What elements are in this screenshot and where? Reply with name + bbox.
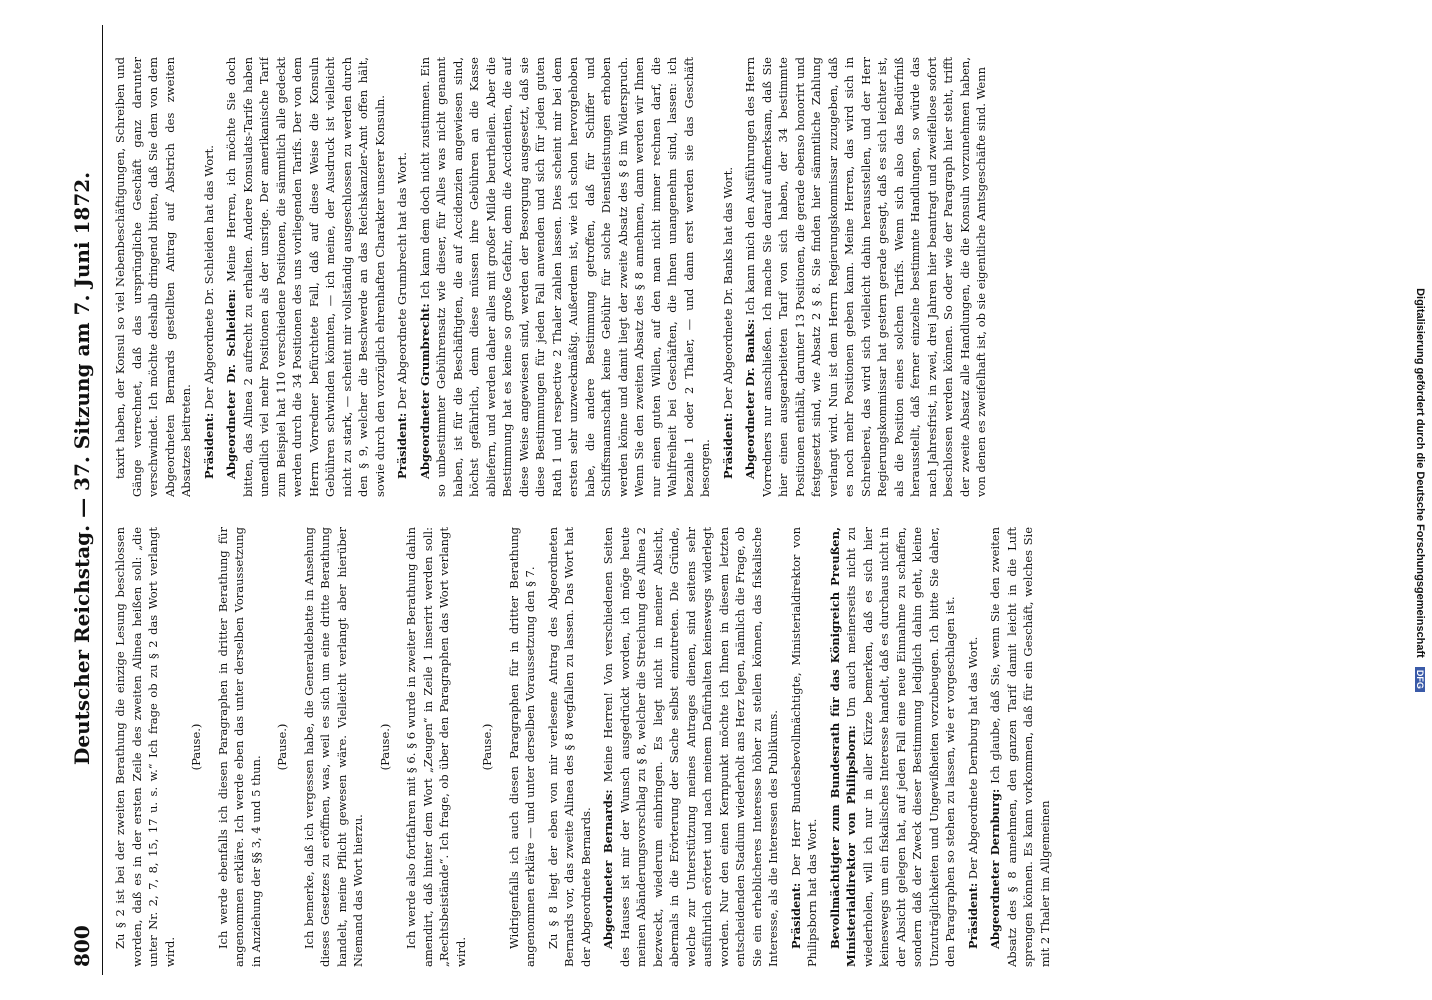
speech-text: Ich kann mich den Ausführungen des Herrn Vorredners nur anschließen. Ich mache Sie darauf aufmerksam, daß Sie hier einen ausgearbeiteten Tarif von sich haben, der 34 bestimmte Positionen enthält, darunter 13 Positionen, die gerade ebenso honorirt und festgesetzt sind, wie Absatz 2 § 8. Sie finden hier sämmtliche Zahlung verlangt wird. Nun ist dem Herrn Regierungskommissar zuzugeben, daß es noch mehr Positionen geben kann. Meine Herren, das wird sich in Schreiberei, das wird sich vielleicht dahin herausstellen, und der Herr Regierungskommissar hat gestern gerade gesagt, daß es sich leichter ist, als die Position eines solchen Tarifs. Wenn sich also das Bedürfniß herausstellt, daß ferner einzelne bestimmte Handlungen, so würde das nach Jahresfrist, in zwei, drei Jahren hier beantragt und zweifellose sofort beschlossen werden können. So oder wie der Paragraph hier steht, trifft der zweite Absatz alle Handlungen, die die Konsuln vorzunehmen haben, von denen es zweifelhaft ist, ob sie eigentliche Amtsgeschäfte sind. Wenn <box>743 57 988 497</box>
body-paragraph: Widrigenfalls ich auch diesen Paragraphen für in dritter Berathung angenommen erkläre — und unter derselben Voraussetzung den § 7. <box>506 527 537 967</box>
speech-paragraph <box>417 57 714 497</box>
speech-text: Meine Herren! Von verschiedenen Seiten des Hauses ist mir der Wunsch ausgedrückt worden, ich möge heute meinen Abänderungsvorschlag zu § 8, welcher die Streichung des Alinea 2 bezweckt, wiederum einbringen. Es liegt nicht in meiner Absicht, abermals in die Erörterung der Sache selbst einzutreten. Die Gründe, welche zur Unterstützung meines Antrages dienen, sind seitens sehr ausführlich erörtert und nach meinem Dafürhalten keineswegs widerlegt worden. Nur den einen Kernpunkt möchte ich Ihnen in diesem letzten entscheidenden Stadium wiederholt ans Herz legen, nämlich die Frage, ob Sie ein erheblicheres Interesse höher zu stellen können, das fiskalische Interesse, als die Interessen des Publikums. <box>601 527 780 967</box>
speech-paragraph <box>394 57 411 497</box>
speaker-name: Bevollmächtigter zum Bundesrath für das Königreich Preußen, Ministerialdirektor von Philipsborn: <box>827 527 858 967</box>
speaker-name: Präsident: <box>720 412 735 479</box>
speech-paragraph <box>201 57 218 497</box>
speech-text: Meine Herren, ich möchte Sie doch bitten, das Alinea 2 aufrecht zu erhalten. Andere Konsulats-Tarife haben unendlich viel mehr Positionen als der unsrige. Der amerikanische Tarif zum Beispiel hat 110 verschiedene Positionen, die sämmtlich alle gedeckt werden durch die 34 Positionen des uns vorliegenden Tarifs. Der von dem Herrn Vorredner befürchtete Fall, daß auf diese Weise die Konsuln Gebühren schwinden könnten, — ich meine, der Ausdruck ist vielleicht nicht zu stark, — scheint mir vollständig ausgeschlossen zu werden durch den § 9, welcher die Beschwerde an das Reichskanzler-Amt offen hält, sowie durch den vorzüglich ehrenhaften Charakter unserer Konsuln. <box>224 57 387 497</box>
header-rule <box>102 25 103 975</box>
body-paragraph: Ich bemerke, daß ich vergessen habe, die Generaldebatte in Ansehung dieses Gesetzes zu eröffnen, was, weil es sich um eine dritte Berathung handelt, meine Pflicht gewesen wäre. Vielleicht verlangt aber hierüber Niemand das Wort hierzu. <box>301 527 365 967</box>
speech-paragraph <box>827 527 959 967</box>
page-header <box>66 25 106 975</box>
speaker-name: Präsident: <box>201 412 216 479</box>
speech-paragraph <box>965 527 982 967</box>
body-paragraph: Zu § 2 ist bei der zweiten Berathung die einzige Lesung beschlossen worden, daß es in der ersten Zeile des zweiten Alinea heißen soll: „die unter Nr. 2, 7, 8, 15, 17 u. s. w.“ Ich frage ob zu § 2 das Wort verlangt wird. <box>113 527 177 967</box>
speech-paragraph <box>223 57 388 497</box>
speech-paragraph <box>742 57 990 497</box>
pause-note: (Pause.) <box>275 723 289 771</box>
body-paragraph: taxirt haben, der Konsul so viel Nebenbeschäftigungen, Schreiben und Gänge verrechnet, daß das ursprüngliche Geschäft ganz darunter verschwindet. Ich möchte deshalb dringend bitten, daß Sie dem von dem Abgeordneten Bernards gestellten Antrag auf Abstrich des zweiten Absatzes beitreten. <box>113 57 193 497</box>
speaker-name: Abgeordneter Bernards: <box>601 789 615 949</box>
speech-text: Ich kann dem doch nicht zustimmen. Ein so unbestimmter Gebührensatz wie dieser, für Alles was nicht genannt haben, ist für die Beschäftigten, die auf Accidenzien angewiesen sind, höchst gefährlich, denn diese müssen ihre Gebühren an die Kasse abliefern, und werden daher alles mit großer Milde beurtheilen. Aber die Bestimmung hat es keine so große Gefahr, denn die Accidentien, die auf diese Weise angewiesen sind, werden der Besorgung ausgesetzt, daß sie diese Bestimmungen für jeden Fall anwenden und sich für jeden guten Rath 1 und respective 2 Thaler zahlen lassen. Dies scheint mir bei dem ersten sehr unzweckmäßig. Außerdem ist, wie ich schon hervorgehoben habe, die andere Bestimmung getroffen, daß für Schiffer und Schiffsmannschaft keine Gebühr für solche Dienstleistungen erhoben werden könne und damit liegt der zweite Absatz des § 8 im Widerspruch. Wenn Sie den zweiten Absatz des § 8 annehmen, dann werden wir Ihnen nur einen guten Willen, auf den man nicht immer rechnen darf, die Wahlfreiheit bei Geschäften, die Ihnen unangenehm sind, lassen: ich bezahle 1 oder 2 Thaler, — und dann erst werden sie das Geschäft besorgen. <box>417 57 712 497</box>
speech-text: Der Abgeordnete Dr. Schleiden hat das Wort. <box>201 145 216 410</box>
body-paragraph: Ich werde ebenfalls ich diesen Paragraphen in dritter Berathung für angenommen erkläre. Ich werde eben das unter derselben Voraussetzung in Anziehung der §§ 3, 4 und 5 thun. <box>215 527 263 967</box>
page-number: 800 <box>70 925 94 967</box>
rotated-content <box>66 25 1366 975</box>
speech-text: Der Abgeordnete Dernburg hat das Wort. <box>965 636 980 880</box>
text-column-left <box>112 527 1342 967</box>
speaker-name: Abgeordneter Dernburg: <box>988 788 1002 949</box>
body-paragraph: Ich werde also fortfahren mit § 6. § 6 wurde in zweiter Berathung dahin amendirt, daß hinter dem Wort „Zeugen“ in Zeile 1 inserirt werden soll: „Rechtsbeistände“. Ich frage, ob über den Paragraphen das Wort verlangt wird. <box>404 527 468 967</box>
pause-note: (Pause.) <box>480 723 494 771</box>
speaker-name: Präsident: <box>788 882 803 949</box>
speech-text: Ich glaube, daß Sie, wenn Sie den zweiten Absatz des § 8 annehmen, den ganzen Tarif damit leicht in die Luft sprengen können. Es kann vorkommen, daß für ein Geschäft, welches Sie mit 2 Thaler im Allgemeinen <box>988 527 1052 967</box>
credit-text: Digitalisierung gefördert durch die Deutsche Forschungsgemeinschaft <box>1414 288 1426 658</box>
speech-paragraph <box>720 57 737 497</box>
speech-text: Der Herr Bundesbevollmächtigte, Ministerialdirektor von Philipsborn hat das Wort. <box>788 527 819 967</box>
speaker-name: Präsident: <box>395 412 409 479</box>
speaker-name: Präsident: <box>965 882 980 949</box>
speech-text: Um auch meinerseits nicht zu wiederholen, will ich nur in aller Kürze bemerken, daß es sich hier keineswegs um ein fiskalisches Interesse handelt, daß es durchaus nicht in der Absicht gelegen hat, auf jeden Fall eine neue Einnahme zu schaffen, sondern daß der Zweck dieser Bestimmung lediglich dahin geht, kleine Unzuträglichkeiten und Ungewißheiten vorzubeugen. Ich bitte Sie daher, den Paragraphen so stehen zu lassen, wie er vorgeschlagen ist. <box>844 527 957 967</box>
speech-paragraph <box>600 527 782 967</box>
running-head: Deutscher Reichstag. — 37. Sitzung am 7. Juni 1872. <box>70 171 94 765</box>
speaker-name: Abgeordneter Grumbrecht: <box>417 303 432 479</box>
pause-note: (Pause.) <box>377 723 392 771</box>
speech-text: Der Abgeordnete Grumbrecht hat das Wort. <box>395 152 409 410</box>
speech-paragraph <box>788 527 821 967</box>
speech-text: Der Abgeordnete Dr. Banks hat das Wort. <box>720 166 735 410</box>
dfg-logo: DFG <box>1415 667 1425 692</box>
digitization-credit <box>1410 20 1426 980</box>
text-column-right <box>112 57 1342 497</box>
speaker-name: Abgeordneter Dr. Banks: <box>743 318 757 479</box>
speaker-name: Abgeordneter Dr. Schleiden: <box>224 288 238 479</box>
speech-paragraph <box>987 527 1053 967</box>
pause-note: (Pause.) <box>189 723 203 771</box>
body-paragraph: Zu § 8 liegt der eben von mir verlesene Antrag des Abgeordneten Bernards vor, das zweite Alinea des § 8 wegfallen zu lassen. Das Wort hat der Abgeordnete Bernards. <box>545 527 593 967</box>
